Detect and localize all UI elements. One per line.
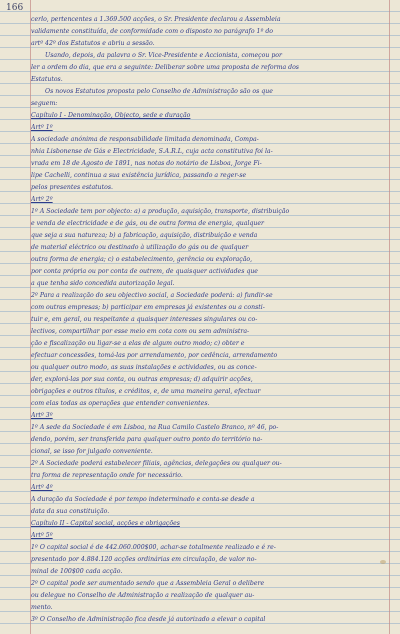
text-line-content: 2º O capital pode ser aumentado sendo que a Assembleia Geral o delibere [31, 580, 265, 587]
text-line-content: Os novos Estatutos proposta pelo Conselho de Administração são os que [45, 88, 273, 95]
text-line-content: 1º O capital social é de 442.060.000$00, achar-se totalmente realizado e é re- [31, 544, 276, 551]
text-line-content: ler a ordem do dia, que era a seguinte: Deliberar sobre uma proposta de reforma dos [31, 64, 299, 71]
text-line [31, 614, 388, 626]
text-line [31, 410, 388, 422]
text-line-content: obrigações e outros títulos, e créditos, e, de uma maneira geral, efectuar [31, 388, 261, 395]
text-line-content: Estatutos. [31, 76, 63, 83]
text-line-content: ou qualquer outro modo, as suas instalações e actividades, ou as conce- [31, 364, 257, 371]
text-line [31, 494, 388, 506]
text-line [31, 530, 388, 542]
handwritten-body [31, 14, 388, 626]
text-line [31, 50, 388, 62]
text-line [31, 362, 388, 374]
text-line-content: data da sua constituição. [31, 508, 110, 515]
text-line-content: tra forma de representação onde for necessário. [31, 472, 183, 479]
right-margin-rule [389, 0, 390, 634]
text-line-content: mento. [31, 604, 53, 611]
text-line [31, 158, 388, 170]
text-line [31, 554, 388, 566]
text-line [31, 482, 388, 494]
text-line [31, 338, 388, 350]
text-line-content: que seja a sua natureza; b) a fabricação, aquisição, distribuição e venda [31, 232, 258, 239]
text-line [31, 194, 388, 206]
text-line [31, 254, 388, 266]
text-line [31, 518, 388, 530]
text-line [31, 326, 388, 338]
page-number: 166 [6, 3, 24, 13]
text-line-content: der, explorá-las por sua conta, ou outras empresas; d) adquirir acções, [31, 376, 253, 383]
text-line [31, 266, 388, 278]
text-line-content: Usando, depois, da palavra o Sr. Vice-Presidente e Accionista, começou por [45, 52, 282, 59]
text-line [31, 386, 388, 398]
text-line [31, 110, 388, 122]
text-line [31, 542, 388, 554]
text-line-content: 2º A Sociedade poderá estabelecer filiais, agências, delegações ou qualquer ou- [31, 460, 282, 467]
text-line-content: seguem: [31, 100, 58, 107]
text-line-content: Capítulo I - Denominação, Objecto, sede e duração [31, 112, 191, 119]
text-line-content: A sociedade anónima de responsabilidade limitada denominada, Compa- [31, 136, 259, 143]
text-line [31, 86, 388, 98]
text-line [31, 398, 388, 410]
text-line [31, 314, 388, 326]
text-line-content: ção e fiscalização ou ligar-se a elas de algum outro modo; c) obter e [31, 340, 245, 347]
text-line [31, 374, 388, 386]
text-line-content: validamente constituída, de conformidade com o disposto no parágrafo 1º do [31, 28, 274, 35]
text-line-content: a que tenha sido concedida autorização legal. [31, 280, 175, 287]
text-line [31, 230, 388, 242]
text-line-content: nhia Lisbonense de Gás e Electricidade, S.A.R.L, cuja acta constitutiva foi la- [31, 148, 273, 155]
text-line-content: 1º A sede da Sociedade é em Lisboa, na Rua Camilo Castelo Branco, nº 46, po- [31, 424, 279, 431]
text-line [31, 146, 388, 158]
text-line [31, 122, 388, 134]
text-line [31, 422, 388, 434]
text-line [31, 182, 388, 194]
text-line [31, 590, 388, 602]
text-line-content: Artº 5º [31, 532, 53, 539]
text-line-content: 1º A Sociedade tem por objecto: a) a produção, aquisição, transporte, distribuição [31, 208, 290, 215]
text-line [31, 446, 388, 458]
text-line-content: dendo, porém, ser transferida para qualquer outro ponto do território na- [31, 436, 263, 443]
text-line [31, 434, 388, 446]
text-line-content: Artº 4º [31, 484, 53, 491]
text-line [31, 218, 388, 230]
text-line [31, 38, 388, 50]
text-line [31, 62, 388, 74]
text-line-content: vrada em 18 de Agosto de 1891, nas notas do notário de Lisboa, Jorge Fi- [31, 160, 262, 167]
text-line-content: e venda de electricidade e de gás, ou de outra forma de energia, qualquer [31, 220, 264, 227]
text-line-content: de material eléctrico ou destinado à utilização do gás ou de qualquer [31, 244, 249, 251]
text-line [31, 470, 388, 482]
text-line-content: lectivos, compartilhar por esse meio em cota com ou sem administra- [31, 328, 250, 335]
text-line-content: ou delegue no Conselho de Administração a realização de qualquer au- [31, 592, 255, 599]
text-line [31, 506, 388, 518]
text-line [31, 278, 388, 290]
text-line [31, 170, 388, 182]
text-line-content: por conta própria ou por conta de outrem, de quaisquer actividades que [31, 268, 258, 275]
text-line-content: outra forma de energia; c) o estabelecimento, gerência ou exploração, [31, 256, 253, 263]
text-line-content: cerlo, pertencentes a 1.369.500 acções, o Sr. Presidente declarou a Assembleia [31, 16, 281, 23]
text-line [31, 242, 388, 254]
text-line-content: lipe Cachelli, continua a sua existência jurídica, passando a reger-se [31, 172, 247, 179]
text-line-content: Capítulo II - Capital social, acções e obrigações [31, 520, 180, 527]
text-line-content: pelos presentes estatutos. [31, 184, 113, 191]
text-line-content: cional, se isso for julgado conveniente. [31, 448, 153, 455]
text-line [31, 26, 388, 38]
text-line-content: A duração da Sociedade é por tempo indeterminado e conta-se desde a [31, 496, 255, 503]
text-line-content: 3º O Conselho de Administração fica desde já autorizado a elevar o capital [31, 616, 266, 623]
text-line-content: artº 42º dos Estatutos e abriu a sessão. [31, 40, 155, 47]
text-line [31, 206, 388, 218]
text-line-content: com elas todas as operações que entender convenientes. [31, 400, 210, 407]
text-line [31, 14, 388, 26]
text-line-content: Artº 1º [31, 124, 53, 131]
text-line-content: com outras empresas; b) participar em empresas já existentes ou a consti- [31, 304, 265, 311]
text-line-content: 2º Para a realização do seu objectivo social, a Sociedade poderá: a) fundir-se [31, 292, 273, 299]
text-line-content: minal de 100$00 cada acção. [31, 568, 123, 575]
text-line-content: Artº 2º [31, 196, 53, 203]
text-line-content: Artº 3º [31, 412, 53, 419]
text-line [31, 578, 388, 590]
text-line [31, 566, 388, 578]
text-line [31, 290, 388, 302]
text-line-content: presentado por 4.884.120 acções ordinárias em circulação, de valor no- [31, 556, 257, 563]
text-line [31, 302, 388, 314]
text-line [31, 74, 388, 86]
ink-stain [380, 560, 386, 564]
text-line [31, 98, 388, 110]
text-line [31, 134, 388, 146]
text-line [31, 602, 388, 614]
text-line-content: efectuar concessões, tomá-las por arrendamento, por cedência, arrendamento [31, 352, 278, 359]
text-line [31, 458, 388, 470]
text-line [31, 350, 388, 362]
text-line-content: tuir e, em geral, ou respeitante a quaisquer interesses singulares ou co- [31, 316, 258, 323]
